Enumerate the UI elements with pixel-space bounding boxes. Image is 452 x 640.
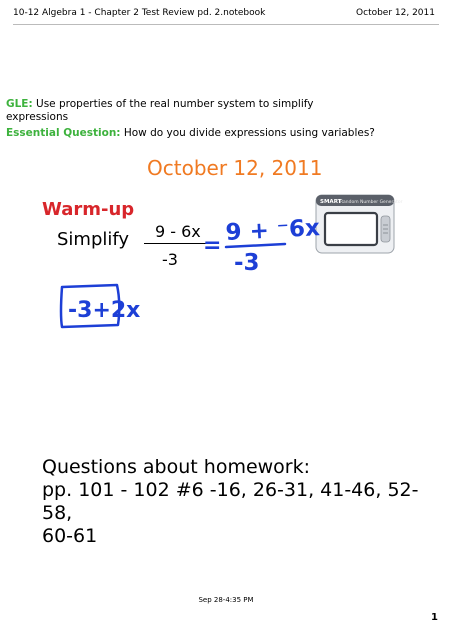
- gle-text-line2: expressions: [6, 111, 69, 123]
- widget-display: [325, 213, 377, 245]
- gle-label: GLE:: [6, 98, 33, 110]
- header-divider: [13, 24, 439, 25]
- gle-text-line1: Use properties of the real number system to simplify: [32, 98, 314, 110]
- homework-questions: [42, 456, 442, 548]
- fraction-denominator: -3: [162, 250, 178, 269]
- handwritten-denominator: -3: [234, 250, 260, 276]
- essential-question: [6, 127, 446, 139]
- gle-statement: [6, 98, 406, 124]
- questions-line1: Questions about homework:: [42, 456, 311, 478]
- questions-line3: 60-61: [42, 525, 98, 547]
- handwritten-numerator: 9 + ⁻6x: [224, 215, 321, 246]
- handwritten-answer: -3+2x: [68, 298, 141, 323]
- fraction-bar: [144, 243, 210, 244]
- page-timestamp: Sep 28-4:35 PM: [198, 596, 254, 604]
- widget-title: Random Number Generator: [340, 200, 403, 205]
- page-number: 1: [431, 612, 438, 623]
- essential-question-label: Essential Question:: [6, 127, 121, 139]
- random-number-generator-widget[interactable]: [315, 194, 403, 254]
- handwritten-equals: =: [203, 233, 222, 258]
- widget-brand: SMART: [320, 199, 342, 205]
- essential-question-text: How do you divide expressions using variables?: [120, 127, 375, 139]
- answer-box: [61, 285, 119, 327]
- handwritten-fraction-bar: [226, 244, 285, 247]
- notebook-title: 10-12 Algebra 1 - Chapter 2 Test Review pd. 2.notebook: [13, 8, 266, 18]
- warmup-heading: Warm-up: [42, 199, 135, 220]
- questions-line2: pp. 101 - 102 #6 -16, 26-31, 41-46, 52-58,: [42, 479, 419, 524]
- fraction-numerator: 9 - 6x: [155, 222, 201, 241]
- header-date: October 12, 2011: [356, 8, 435, 18]
- simplify-prompt: Simplify: [57, 229, 130, 250]
- slide-date: October 12, 2011: [147, 156, 323, 180]
